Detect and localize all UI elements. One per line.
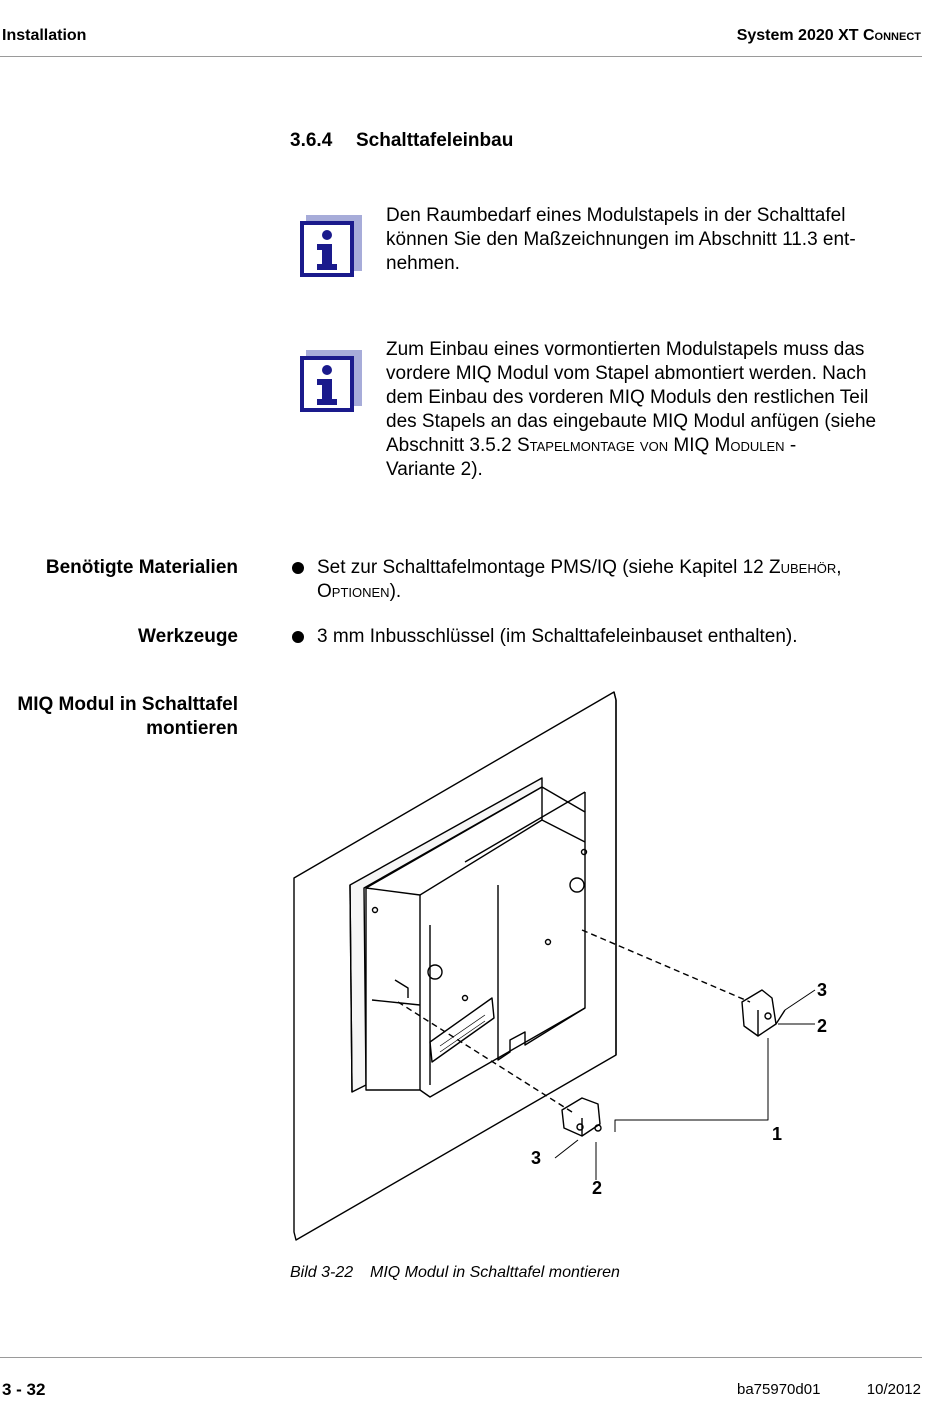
note-2-ref-mid: MIQ M xyxy=(668,435,731,456)
header-product xyxy=(737,27,921,45)
materials-line-1-suffix: , xyxy=(836,557,842,578)
info-icon xyxy=(300,350,362,412)
note-1 xyxy=(386,204,916,276)
caption-number: Bild 3-22 xyxy=(290,1264,354,1281)
figure-caption xyxy=(290,1264,620,1282)
tools-text: 3 mm Inbusschlüssel (im Schalttafeleinbauset enthalten). xyxy=(317,626,798,647)
callout-label: 3 xyxy=(531,1148,542,1168)
note-2-ref-suffix: - xyxy=(784,435,797,456)
header-product-prefix: System 2020 XT C xyxy=(736,27,875,44)
materials-line-2-prefix: O xyxy=(317,581,332,602)
materials-line-2-suffix: ). xyxy=(389,581,402,602)
note-2-ref-prefix: Abschnitt 3.5.2 S xyxy=(386,435,530,456)
note-1-line: nehmen. xyxy=(386,253,460,274)
note-2-line: vordere MIQ Modul vom Stapel abmontiert werden. Nach xyxy=(386,363,867,384)
clamp-right xyxy=(742,990,776,1036)
materials-line-1 xyxy=(317,556,917,580)
note-2-ref-sc1: tapelmontage von xyxy=(529,435,669,456)
materials-line-2-sc: ptionen xyxy=(331,581,390,602)
tools-label: Werkzeuge xyxy=(138,626,238,647)
section-heading xyxy=(290,130,513,152)
mount-label-line-1: MIQ Modul in Schalttafel xyxy=(17,694,238,715)
note-1-line: können Sie den Maßzeichnungen im Abschnitt 11.3 ent- xyxy=(386,229,856,250)
materials-label: Benötigte Materialien xyxy=(45,557,238,578)
note-2-line: des Stapels an das eingebaute MIQ Modul anfügen (siehe xyxy=(386,411,877,432)
note-2-line: Zum Einbau eines vormontierten Modulstapels muss das xyxy=(386,339,865,360)
materials-line-2 xyxy=(317,580,917,604)
callout-label: 2 xyxy=(817,1016,828,1036)
note-2-ref-sc2: odulen xyxy=(730,435,785,456)
callout-label: 2 xyxy=(592,1178,603,1198)
header-rule xyxy=(0,56,922,57)
section-title: Schalttafeleinbau xyxy=(356,130,514,151)
bullet-dot xyxy=(292,562,304,574)
mount-label xyxy=(17,693,238,741)
materials-line-1-prefix: Set zur Schalttafelmontage PMS/IQ (siehe Kapitel 12 Z xyxy=(317,557,781,578)
materials-line-1-sc: ubehör xyxy=(780,557,837,578)
callout-label: 1 xyxy=(772,1124,783,1144)
caption-text: MIQ Modul in Schalttafel montieren xyxy=(370,1264,620,1281)
footer-date: 10/2012 xyxy=(866,1381,921,1398)
info-icon xyxy=(300,215,362,277)
header-product-smallcaps: onnect xyxy=(874,27,921,44)
mounting-figure xyxy=(280,680,880,1250)
section-number: 3.6.4 xyxy=(290,130,333,151)
footer-page: 3 - 32 xyxy=(2,1380,46,1399)
note-2-line: Variante 2). xyxy=(386,459,483,480)
header-section: Installation xyxy=(2,27,87,44)
mount-label-line-2: montieren xyxy=(146,718,238,739)
footer-doc-id: ba75970d01 xyxy=(737,1381,821,1398)
note-2-line xyxy=(386,434,916,458)
materials-text xyxy=(317,556,917,604)
note-2 xyxy=(386,338,916,482)
callout-label: 3 xyxy=(817,980,828,1000)
bullet-dot xyxy=(292,631,304,643)
note-2-line: dem Einbau des vorderen MIQ Moduls den restlichen Teil xyxy=(386,387,869,408)
note-1-line: Den Raumbedarf eines Modulstapels in der Schalttafel xyxy=(386,205,846,226)
footer-rule xyxy=(0,1357,922,1358)
